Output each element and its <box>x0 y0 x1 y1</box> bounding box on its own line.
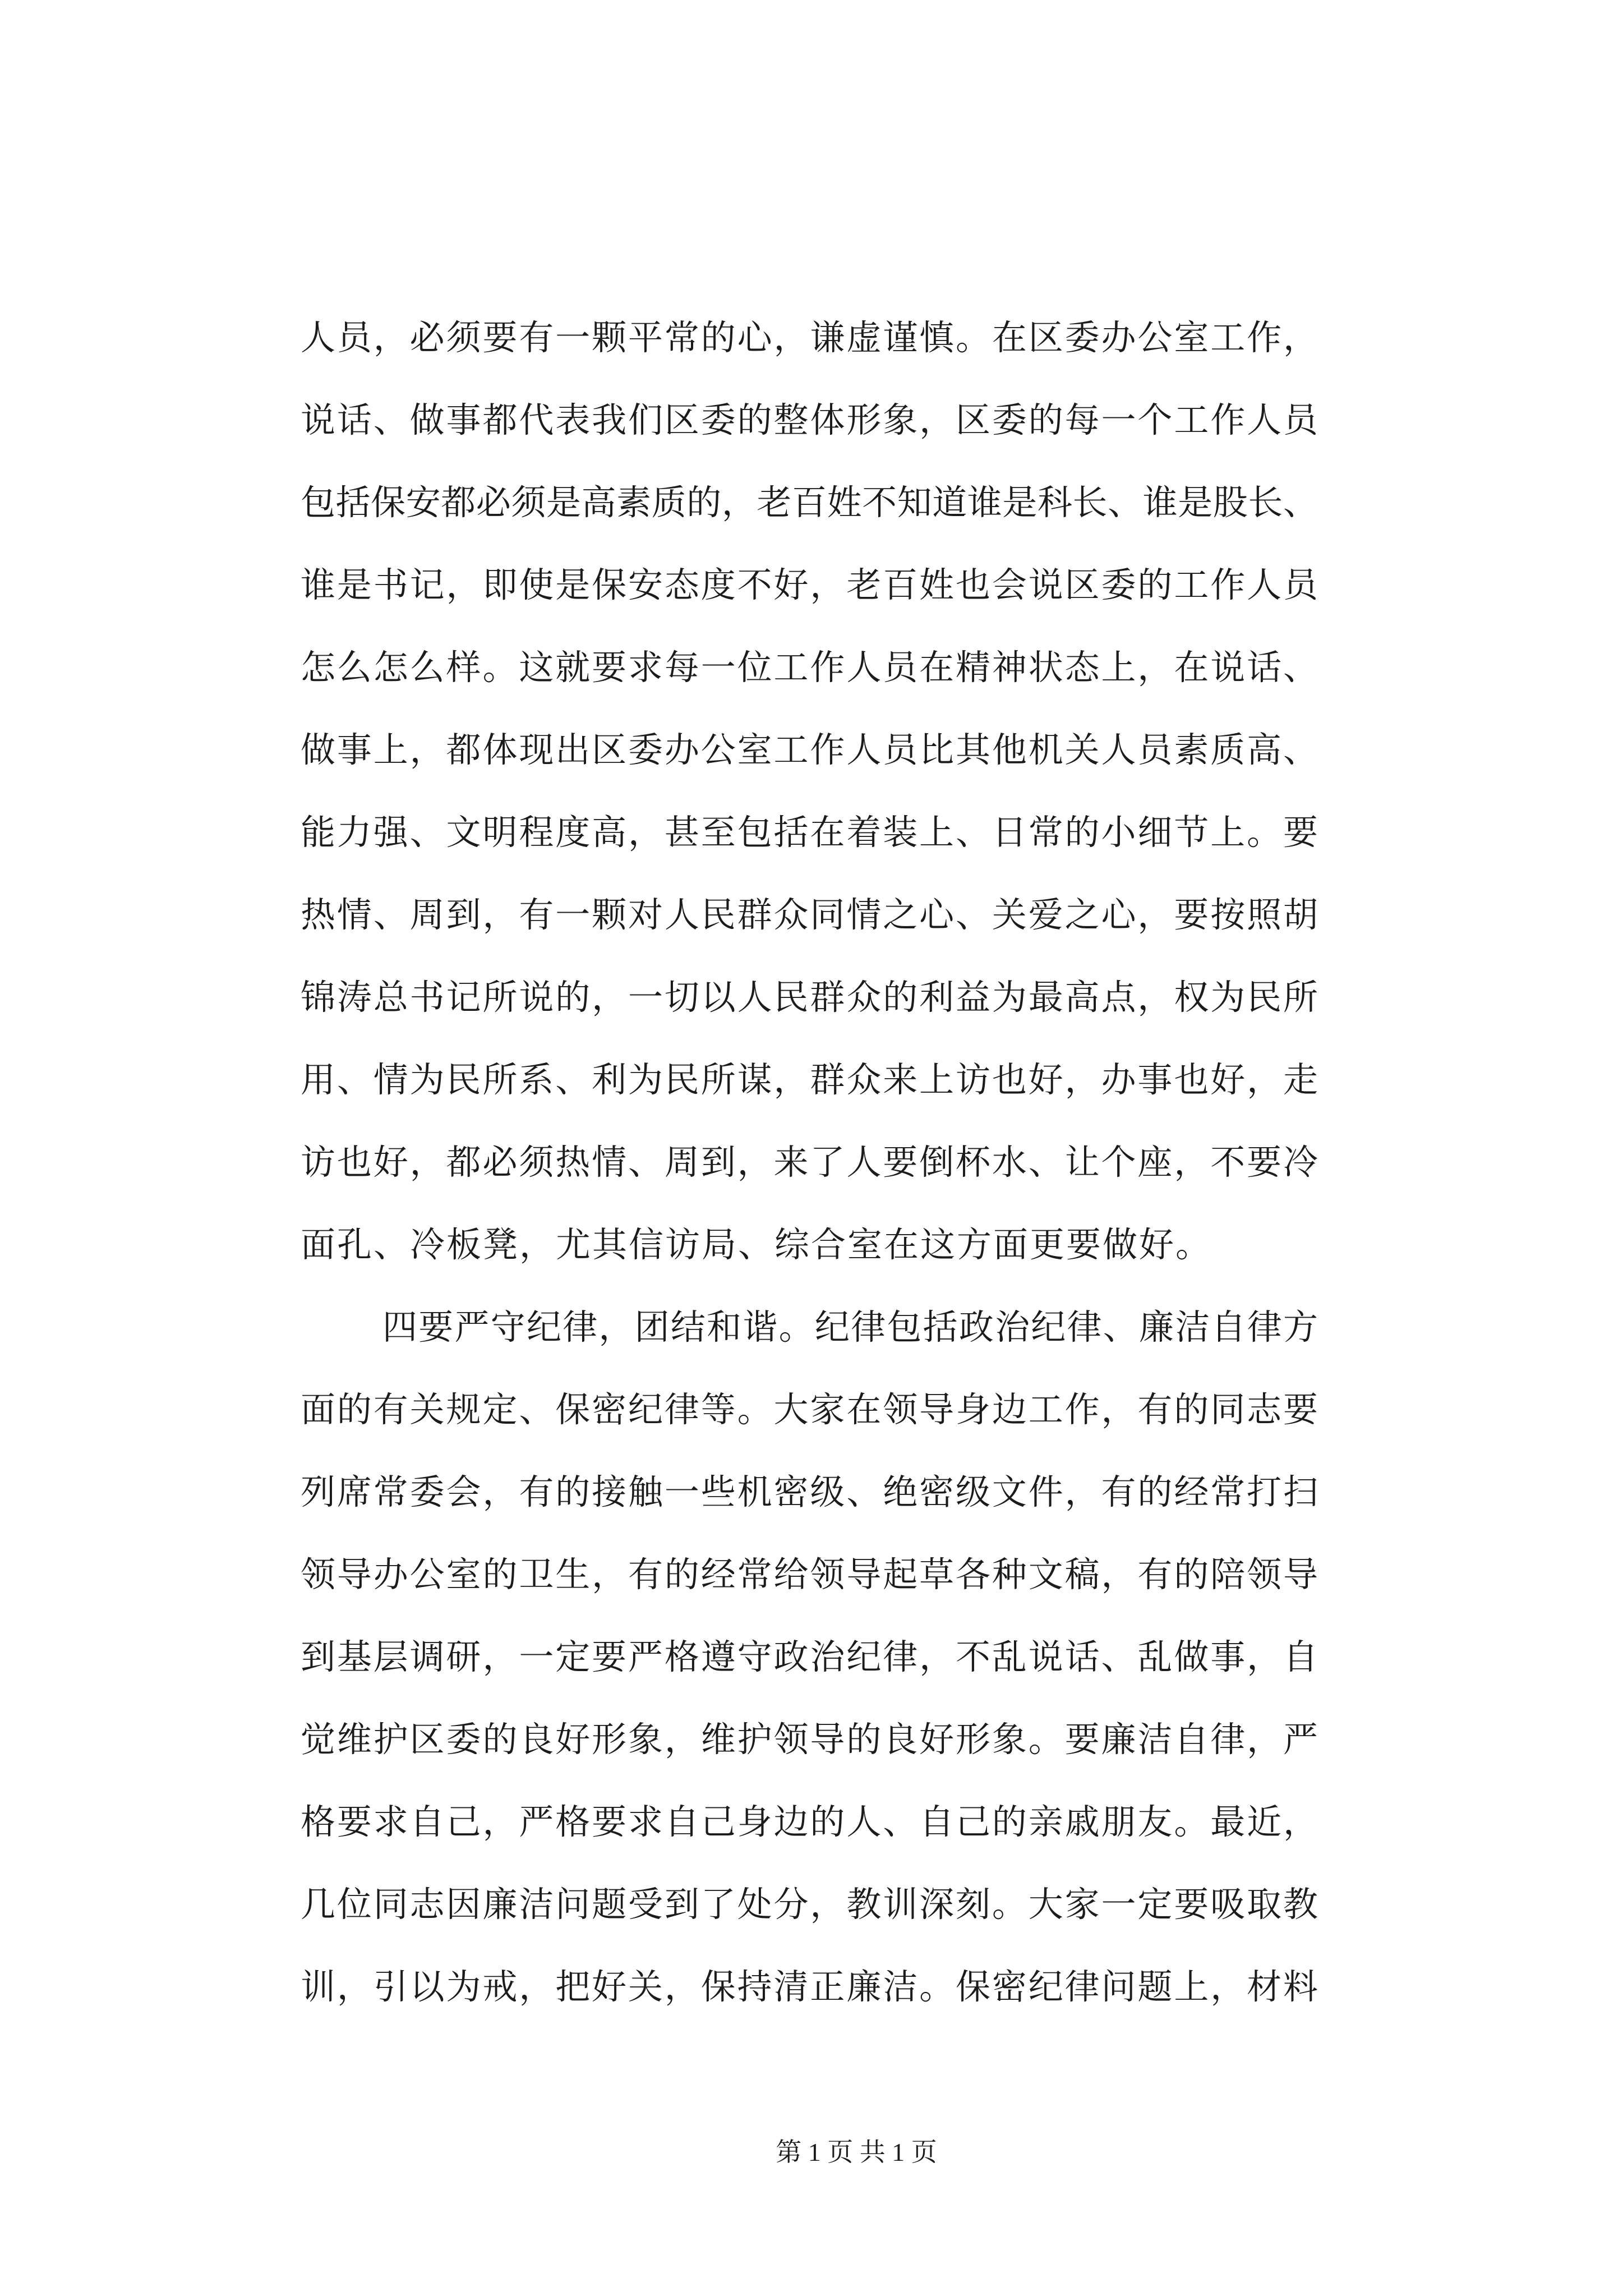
body-line: 训，引以为戒，把好关，保持清正廉洁。保密纪律问题上，材料 <box>301 1966 1318 2007</box>
body-line: 谁是书记，即使是保安态度不好，老百姓也会说区委的工作人员 <box>301 564 1318 605</box>
body-line: 包括保安都必须是高素质的，老百姓不知道谁是科长、谁是股长、 <box>301 482 1318 523</box>
body-line: 锦涛总书记所说的，一切以人民群众的利益为最高点，权为民所 <box>301 977 1318 1018</box>
body-line: 觉维护区委的良好形象，维护领导的良好形象。要廉洁自律，严 <box>301 1719 1318 1760</box>
body-line: 到基层调研，一定要严格遵守政治纪律，不乱说话、乱做事，自 <box>301 1636 1318 1677</box>
body-line: 做事上，都体现出区委办公室工作人员比其他机关人员素质高、 <box>301 729 1318 770</box>
body-line: 用、情为民所系、利为民所谋，群众来上访也好，办事也好，走 <box>301 1059 1318 1100</box>
page-number-footer: 第 1 页 共 1 页 <box>776 2138 937 2166</box>
body-line: 说话、做事都代表我们区委的整体形象，区委的每一个工作人员 <box>301 399 1318 440</box>
body-line: 面的有关规定、保密纪律等。大家在领导身边工作，有的同志要 <box>301 1389 1318 1430</box>
body-line: 能力强、文明程度高，甚至包括在着装上、日常的小细节上。要 <box>301 812 1318 853</box>
body-line: 访也好，都必须热情、周到，来了人要倒杯水、让个座，不要冷 <box>301 1142 1318 1182</box>
body-line: 人员，必须要有一颗平常的心，谦虚谨慎。在区委办公室工作， <box>301 317 1318 358</box>
body-line: 领导办公室的卫生，有的经常给领导起草各种文稿，有的陪领导 <box>301 1554 1318 1595</box>
body-line: 热情、周到，有一颗对人民群众同情之心、关爱之心，要按照胡 <box>301 894 1318 935</box>
paragraph-first-line: 四要严守纪律，团结和谐。纪律包括政治纪律、廉洁自律方 <box>382 1306 1318 1347</box>
body-line: 几位同志因廉洁问题受到了处分，教训深刻。大家一定要吸取教 <box>301 1884 1318 1925</box>
body-line: 格要求自己，严格要求自己身边的人、自己的亲戚朋友。最近， <box>301 1801 1318 1842</box>
body-line: 列席常委会，有的接触一些机密级、绝密级文件，有的经常打扫 <box>301 1471 1318 1512</box>
body-line: 面孔、冷板凳，尤其信访局、综合室在这方面更要做好。 <box>301 1224 1212 1265</box>
body-line: 怎么怎么样。这就要求每一位工作人员在精神状态上，在说话、 <box>301 647 1318 688</box>
